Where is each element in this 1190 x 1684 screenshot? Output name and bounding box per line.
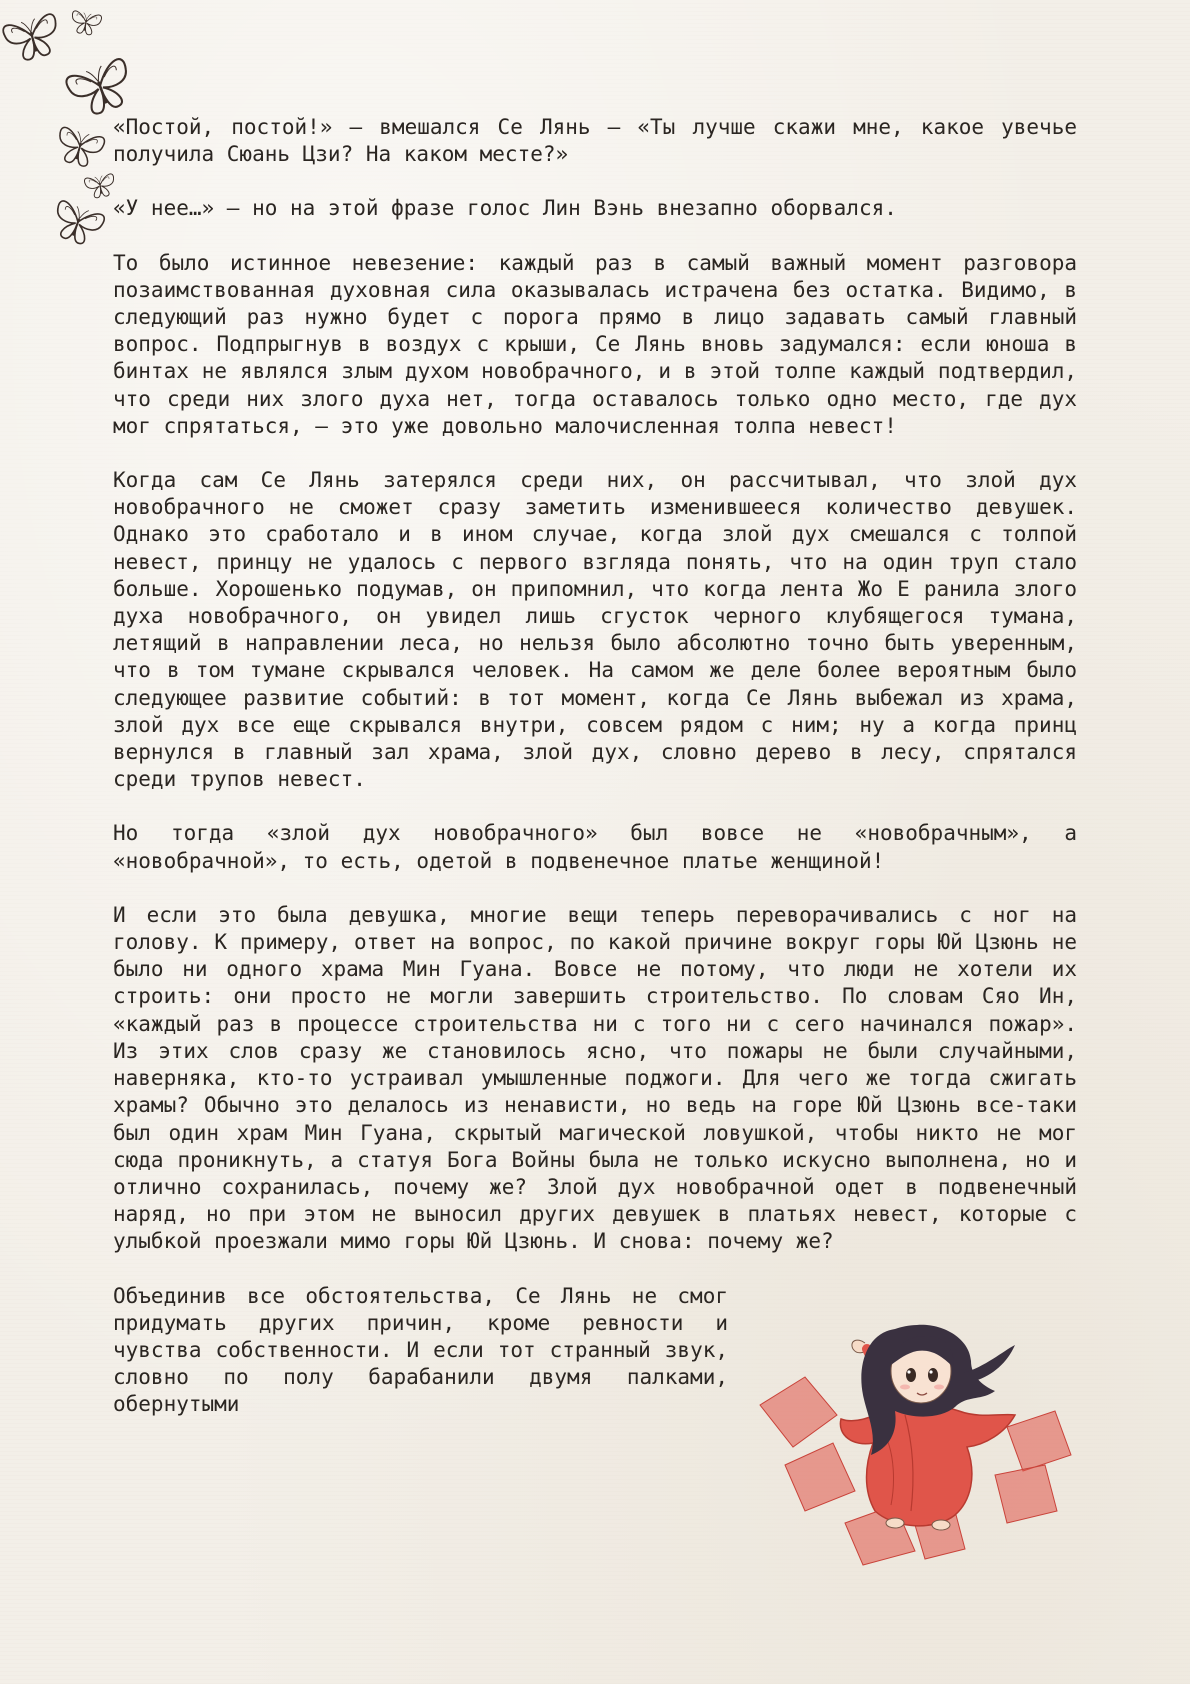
paragraph: «Постой, постой!» — вмешался Се Лянь — «Ты лучше скажи мне, какое увечье получила Сюань Цзи? На каком месте?» — [113, 115, 1077, 167]
paragraph: Когда сам Се Лянь затерялся среди них, он рассчитывал, что злой дух новобрачного не сможет сразу заметить изменившееся количество девушек. Однако это сработало и в ином случае, когда злой дух смешался с толпой невест, принцу не удалось с первого взгляда понять, что на один труп стало больше. Хорошенько подумав, он припомнил, что когда лента Жо Е ранила злого духа новобрачного, он увидел лишь сгусток черного клубящегося тумана, летящий в направлении леса, но нельзя было абсолютно точно быть уверенным, что в том тумане скрывался человек. На самом же деле более вероятным было следующее развитие событий: в тот момент, когда Се Лянь выбежал из храма, злой дух все еще скрывался внутри, совсем рядом с ним; ну а когда принц вернулся в главный зал храма, злой дух, словно дерево в лесу, спрятался среди трупов невест. — [113, 468, 1077, 792]
butterfly-icon — [49, 200, 106, 249]
paragraph: Объединив все обстоятельства, Се Лянь не смог придумать других причин, кроме ревности и чувства собственности. И если тот странный звук, словно по полу барабанили двумя палками, обернутыми — [113, 1283, 728, 1417]
paragraph: И если это была девушка, многие вещи теперь переворачивались с ног на голову. К примеру, ответ на вопрос, по какой причине вокруг горы Юй Цзюнь не было ни одного храма Мин Гуана. Вовсе не потому, что люди не хотели их строить: они просто не могли завершить строительство. По словам Сяо Ин, «каждый раз в процессе строительства ни с того ни с сего начинался пожар». Из этих слов сразу же становилось ясно, что пожары не были случайными, наверняка, кто-то устраивал умышленные поджоги. Для чего же тогда сжигать храмы? Обычно это делалось из ненависти, но ведь на горе Юй Цзюнь все-таки был один храм Мин Гуана, скрытый магической ловушкой, чтобы никто не мог сюда проникнуть, а статуя Бога Войны была не только искусно выполнена, но и отлично сохранилась, почему же? Злой дух новобрачной одет в подвенечный наряд, но при этом не выносил других девушек в платьях невест, которые с улыбкой проезжали мимо горы Юй Цзюнь. И снова: почему же? — [113, 902, 1077, 1254]
butterfly-icon — [2, 13, 63, 64]
butterfly-icon — [53, 126, 105, 169]
butterfly-icon — [69, 10, 102, 36]
butterfly-decoration — [0, 0, 130, 250]
text-column — [113, 114, 1077, 1446]
paragraph: То было истинное невезение: каждый раз в самый важный момент разговора позаимствованная духовная сила оказывалась истрачена без остатка. Видимо, в следующий раз нужно будет с порога прямо в лицо задавать самый главный вопрос. Подпрыгнув в воздух с крыши, Се Лянь вновь задумался: если юноша в бинтах не являлся злым духом новобрачного, и в этой толпе каждый подтвердил, что среди них злого духа нет, тогда оставалось только одно место, где дух мог спрятаться, — это уже довольно малочисленная толпа невест! — [113, 250, 1077, 438]
red-robed-girl-illustration — [745, 1315, 1075, 1570]
butterfly-icon — [84, 173, 117, 199]
butterfly-icon — [65, 58, 130, 121]
paragraph: Но тогда «злой дух новобрачного» был вовсе не «новобрачным», а «новобрачной», то есть, одетой в подвенечное платье женщиной! — [113, 821, 1077, 873]
paragraph: «У нее…» — но на этой фразе голос Лин Вэнь внезапно оборвался. — [113, 196, 897, 221]
